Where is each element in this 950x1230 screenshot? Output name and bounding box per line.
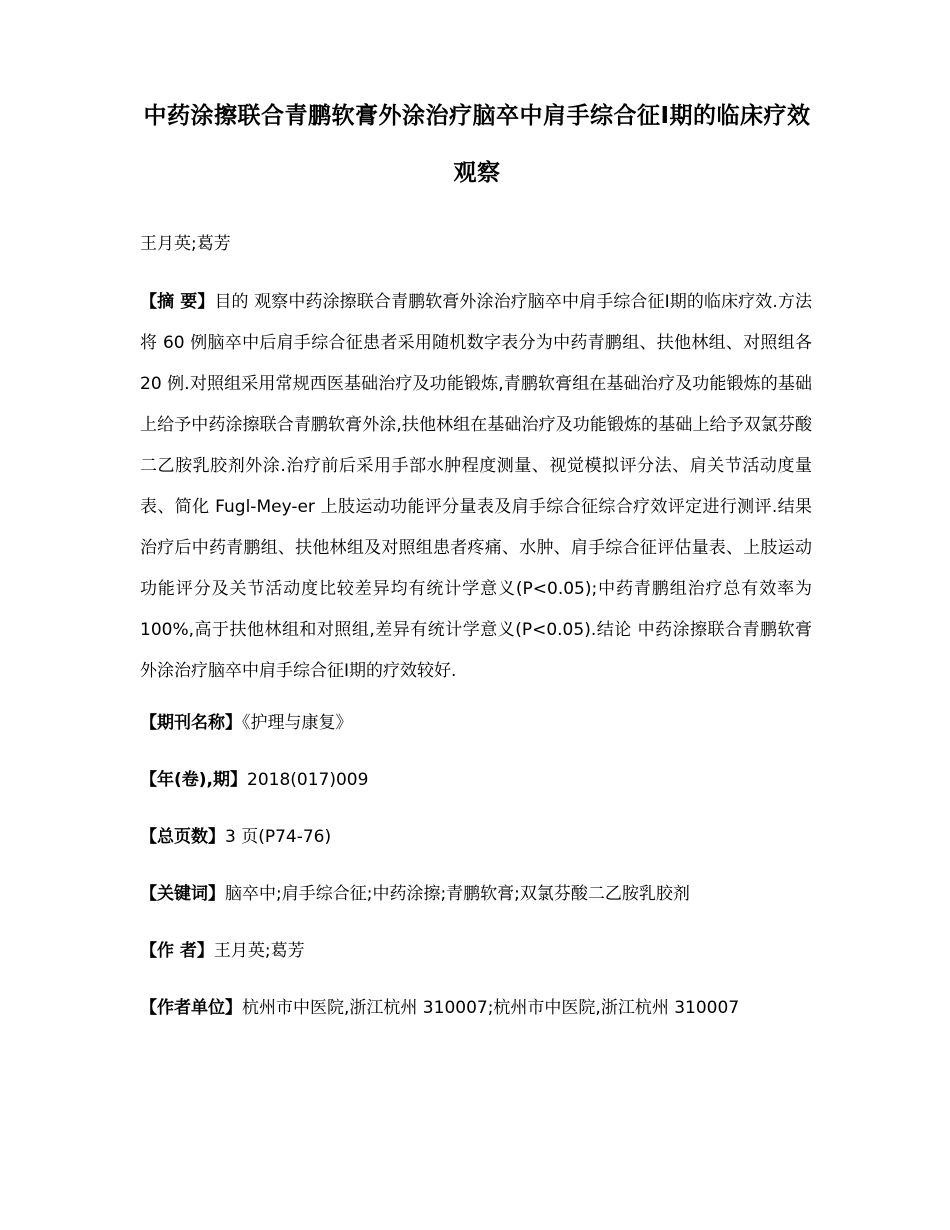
year-issue-label: 【年(卷),期】 [140,770,247,790]
abstract-paragraph [140,282,812,692]
keywords-value: 脑卒中;肩手综合征;中药涂擦;青鹏软膏;双氯芬酸二乙胺乳胶剂 [225,884,690,904]
pages-row [140,825,812,849]
journal-value: 《护理与康复》 [242,713,353,733]
abstract-label: 【摘 要】 [140,292,215,312]
affiliation-value: 杭州市中医院,浙江杭州 310007;杭州市中医院,浙江杭州 310007 [242,998,740,1018]
document-page [140,0,812,1020]
journal-row [140,711,812,735]
page-title: 中药涂擦联合青鹏软膏外涂治疗脑卒中肩手综合征Ⅰ期的临床疗效观察 [143,103,811,186]
journal-label: 【期刊名称】 [140,713,242,733]
keywords-label: 【关键词】 [140,884,225,904]
authors-line: 王月英;葛芳 [140,234,231,254]
year-issue-row [140,768,812,792]
affiliation-label: 【作者单位】 [140,998,242,1018]
year-issue-value: 2018(017)009 [247,770,369,790]
abstract-text: 目的 观察中药涂擦联合青鹏软膏外涂治疗脑卒中肩手综合征Ⅰ期的临床疗效.方法 将 60 例脑卒中后肩手综合征患者采用随机数字表分为中药青鹏组、扶他林组、对照组各 20 例.对照组采用常规西医基础治疗及功能锻炼,青鹏软膏组在基础治疗及功能锻炼的基础上给予中药涂擦联合青鹏软膏外涂,扶他林组在基础治疗及功能锻炼的基础上给予双氯芬酸二乙胺乳胶剂外涂.治疗前后采用手部水肿程度测量、视觉模拟评分法、肩关节活动度量表、简化 Fugl-Mey-er 上肢运动功能评分量表及肩手综合征综合疗效评定进行测评.结果 治疗后中药青鹏组、扶他林组及对照组患者疼痛、水肿、肩手综合征评估量表、上肢运动功能评分及关节活动度比较差异均有统计学意义(P<0.05);中药青鹏组治疗总有效率为 100%,高于扶他林组和对照组,差异有统计学意义(P<0.05).结论 中药涂擦联合青鹏软膏外涂治疗脑卒中肩手综合征Ⅰ期的疗效较好. [140,292,812,681]
pages-label: 【总页数】 [140,827,225,847]
authors-row [140,939,812,963]
keywords-row [140,882,812,906]
pages-value: 3 页(P74-76) [225,827,332,847]
authors-value: 王月英;葛芳 [213,941,305,961]
affiliation-row [140,996,812,1020]
authors-label: 【作 者】 [140,941,214,961]
